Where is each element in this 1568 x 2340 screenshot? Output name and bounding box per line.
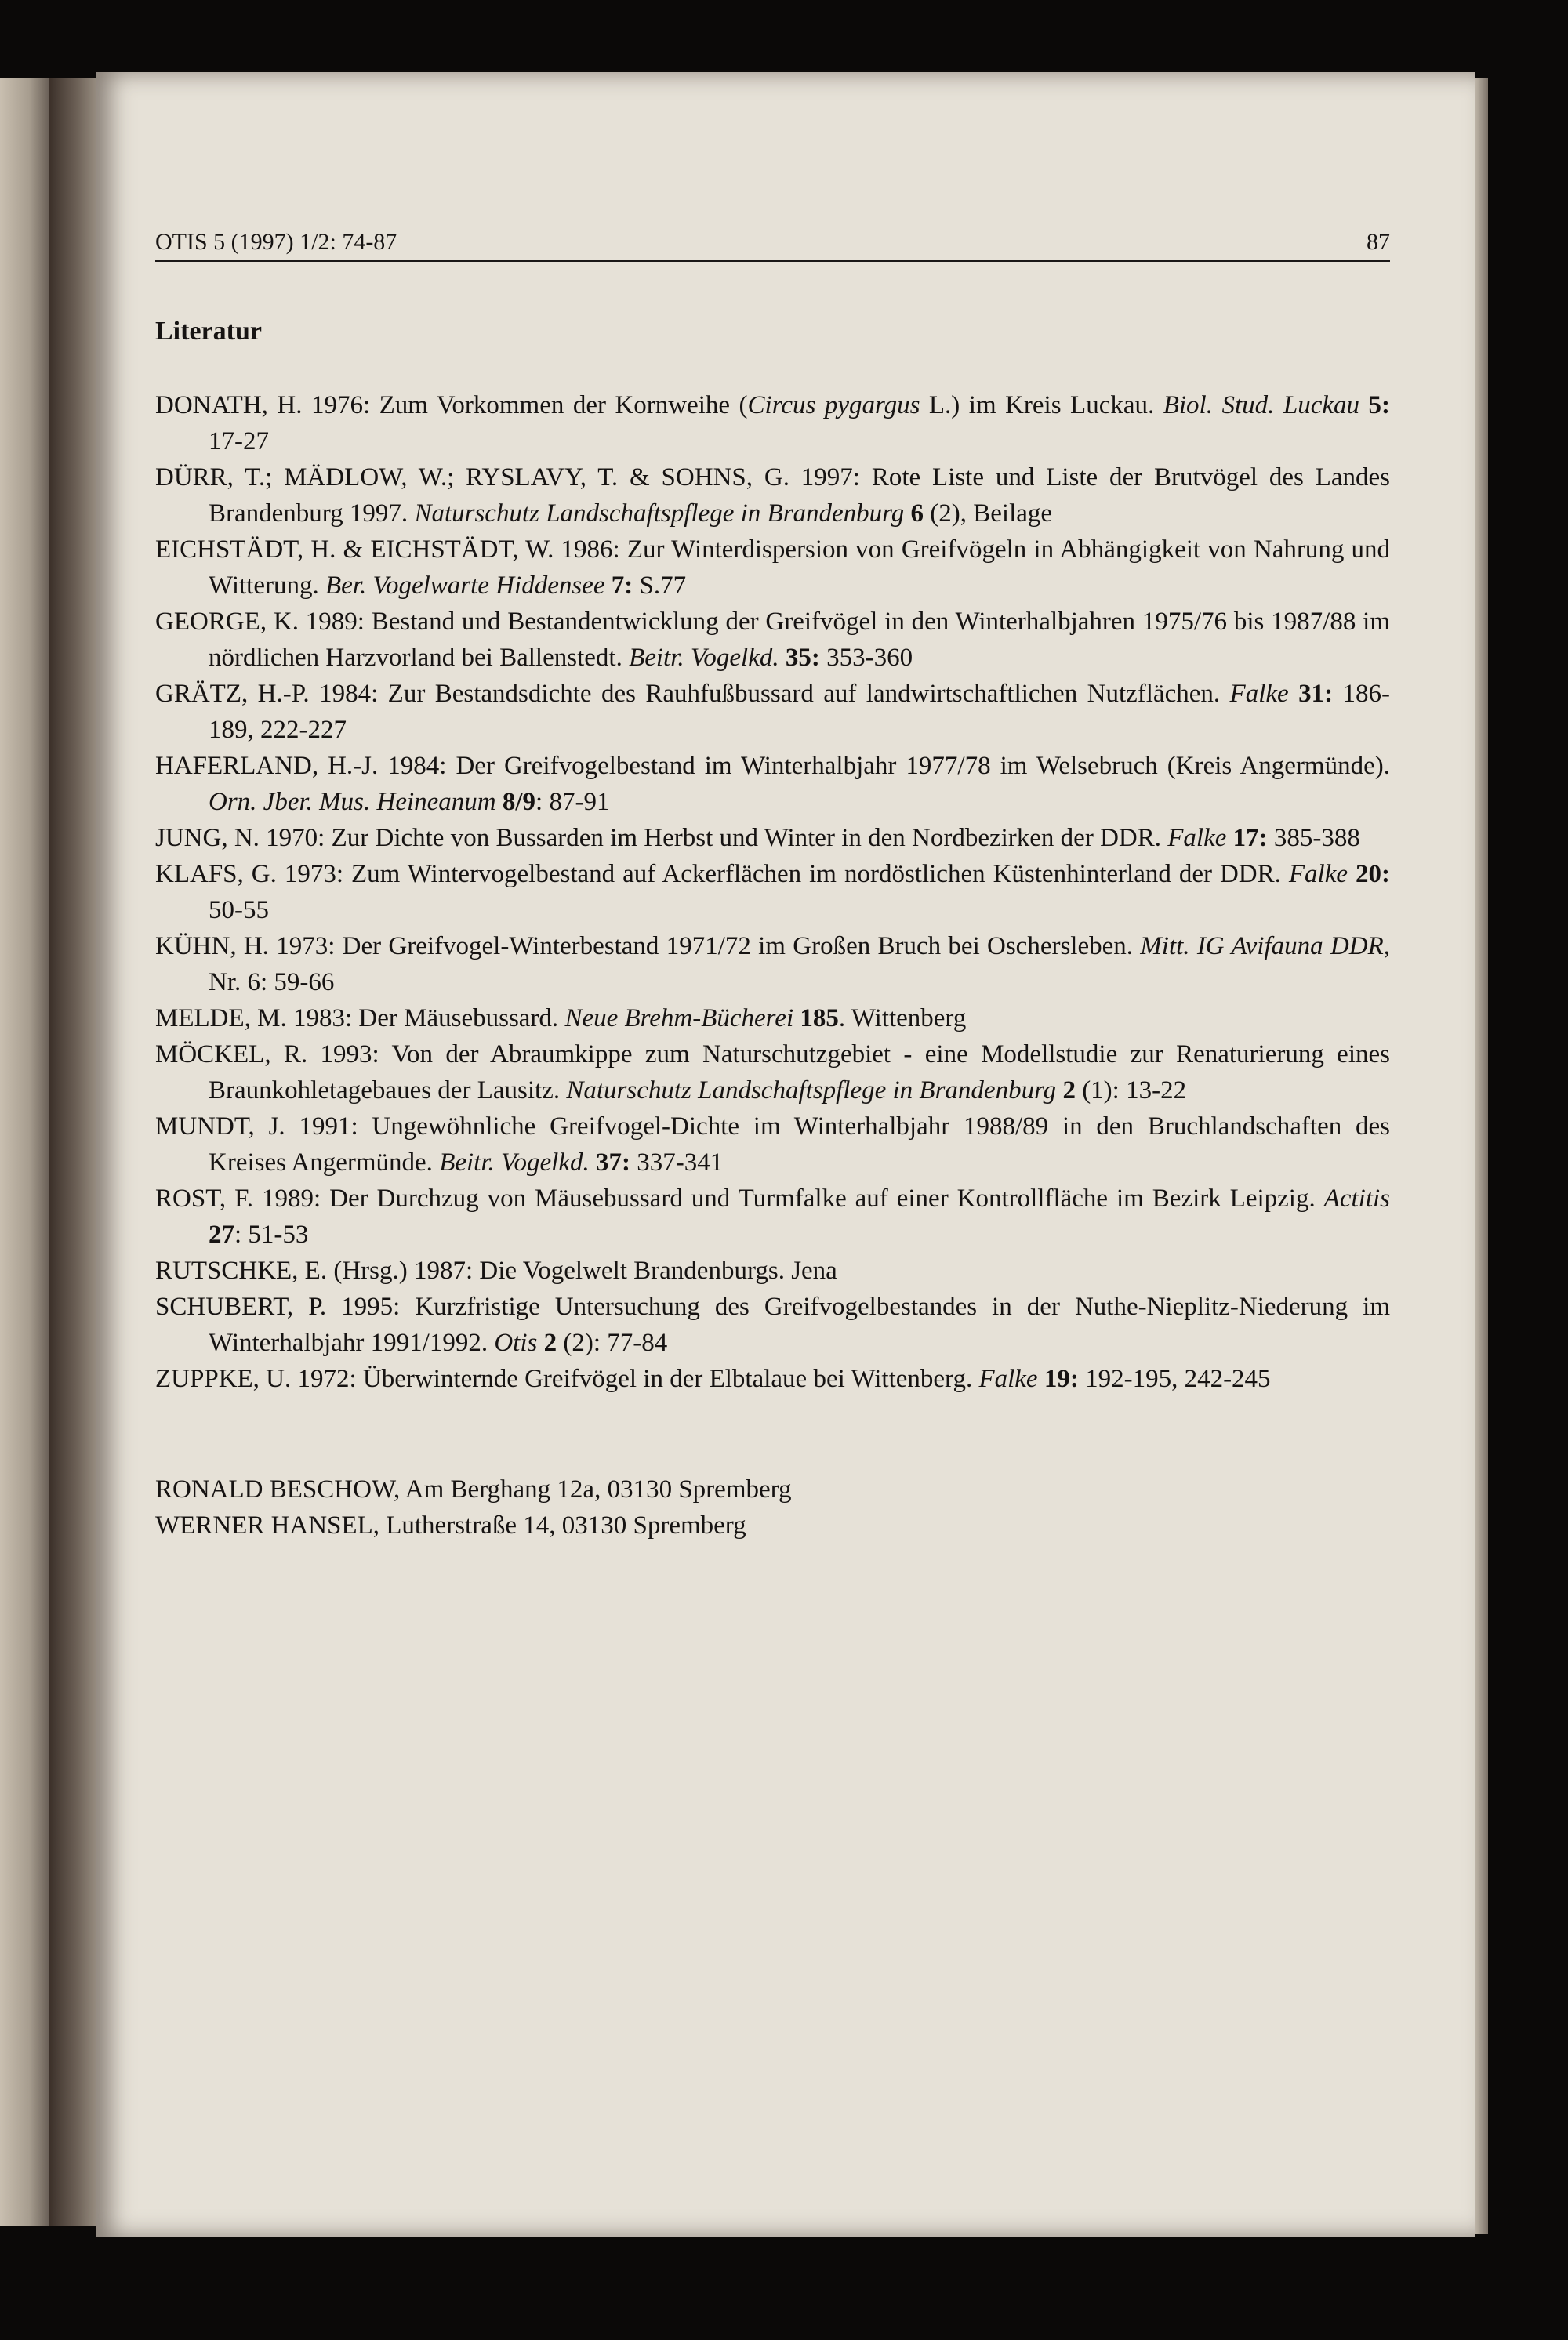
reference-bold: 8/9 <box>502 788 536 816</box>
reference-text <box>904 499 910 528</box>
reference-italic: Circus pygargus <box>747 391 920 419</box>
reference-text: EICHSTÄDT, H. & EICHSTÄDT, W. 1986: Zur Winterdispersion von Greifvögeln in Abhängigkeit von Nahrung und Witterung. <box>155 535 1390 600</box>
reference-text: JUNG, N. 1970: Zur Dichte von Bussarden im Herbst und Winter in den Nordbezirken der DDR. <box>155 824 1168 852</box>
reference-text: ZUPPKE, U. 1972: Überwinternde Greifvögel in der Elbtalaue bei Wittenberg. <box>155 1365 979 1393</box>
reference-text: 50-55 <box>209 896 269 924</box>
page <box>96 72 1475 2237</box>
reference-entry <box>155 856 1390 928</box>
reference-bold: 7: <box>611 571 633 600</box>
reference-italic: Falke <box>978 1365 1038 1393</box>
reference-bold: 35: <box>785 644 820 672</box>
reference-text: . Wittenberg <box>838 1004 967 1032</box>
reference-text: DÜRR, T.; MÄDLOW, W.; RYSLAVY, T. & SOHNS, G. 1997: Rote Liste und Liste der Brutvögel des Landes Brandenburg 1997. <box>155 463 1390 528</box>
reference-italic: Beitr. Vogelkd. <box>629 644 779 672</box>
reference-entry <box>155 1036 1390 1108</box>
reference-entry <box>155 1108 1390 1181</box>
reference-text: ROST, F. 1989: Der Durchzug von Mäusebussard und Turmfalke auf einer Kontrollfläche im Bezirk Leipzig. <box>155 1185 1324 1213</box>
reference-entry <box>155 928 1390 1000</box>
page-content <box>155 229 1390 1544</box>
reference-bold: 185 <box>800 1004 839 1032</box>
right-page-edge <box>1475 78 1488 2234</box>
reference-text: 192-195, 242-245 <box>1078 1365 1271 1393</box>
reference-italic: Falke <box>1167 824 1227 852</box>
reference-entry <box>155 676 1390 748</box>
reference-text: HAFERLAND, H.-J. 1984: Der Greifvogelbestand im Winterhalbjahr 1977/78 im Welsebruch (Kreis Angermünde). <box>155 752 1390 780</box>
reference-entry <box>155 459 1390 531</box>
reference-text: 186-189, 222-227 <box>209 680 1390 744</box>
reference-italic: Actitis <box>1323 1185 1390 1213</box>
reference-italic: Naturschutz Landschaftspflege in Brandenburg <box>566 1076 1057 1105</box>
reference-bold: 2 <box>1062 1076 1076 1105</box>
running-head <box>155 229 1390 262</box>
reference-bold: 2 <box>543 1329 557 1357</box>
author-address: RONALD BESCHOW, Am Berghang 12a, 03130 Spremberg <box>155 1475 792 1504</box>
reference-text: (2): 77-84 <box>557 1329 668 1357</box>
reference-entry <box>155 387 1390 459</box>
author-address: WERNER HANSEL, Lutherstraße 14, 03130 Spremberg <box>155 1511 746 1540</box>
reference-italic: Orn. Jber. Mus. Heineanum <box>209 788 496 816</box>
reference-italic: Neue Brehm-Bücherei <box>564 1004 794 1032</box>
reference-bold: 5: <box>1368 391 1390 419</box>
reference-text: GRÄTZ, H.-P. 1984: Zur Bestandsdichte des Rauhfußbussard auf landwirtschaftlichen Nutzflächen. <box>155 680 1230 708</box>
reference-entry <box>155 820 1390 856</box>
reference-entry <box>155 1181 1390 1253</box>
reference-text: S.77 <box>633 571 687 600</box>
left-page-edge <box>0 78 49 2226</box>
reference-text <box>1348 860 1356 888</box>
reference-italic: Falke <box>1229 680 1289 708</box>
reference-italic: Otis <box>494 1329 538 1357</box>
reference-text <box>537 1329 543 1357</box>
reference-text: , Nr. 6: 59-66 <box>209 932 1390 996</box>
reference-text <box>1038 1365 1044 1393</box>
reference-text: 385-388 <box>1267 824 1360 852</box>
reference-text: GEORGE, K. 1989: Bestand und Bestandentwicklung der Greifvögel in den Winterhalbjahren 1975/76 bis 1987/88 im nördlichen Harzvorland bei Ballenstedt. <box>155 608 1390 672</box>
reference-text: MUNDT, J. 1991: Ungewöhnliche Greifvogel-Dichte im Winterhalbjahr 1988/89 in den Bruchlandschaften des Kreises Angermünde. <box>155 1112 1390 1177</box>
reference-list <box>155 387 1390 1397</box>
section-title: Literatur <box>155 317 262 346</box>
reference-bold: 20: <box>1356 860 1391 888</box>
reference-text: 353-360 <box>819 644 913 672</box>
reference-entry <box>155 1000 1390 1036</box>
reference-text: 337-341 <box>630 1148 724 1177</box>
reference-text: RUTSCHKE, E. (Hrsg.) 1987: Die Vogelwelt Brandenburgs. Jena <box>155 1257 837 1285</box>
reference-text <box>496 788 503 816</box>
reference-bold: 17: <box>1232 824 1268 852</box>
reference-bold: 27 <box>209 1221 234 1249</box>
reference-italic: Beitr. Vogelkd. <box>439 1148 590 1177</box>
reference-italic: Ber. Vogelwarte Hiddensee <box>325 571 605 600</box>
reference-bold: 31: <box>1298 680 1334 708</box>
reference-italic: Naturschutz Landschaftspflege in Brandenburg <box>414 499 905 528</box>
reference-text <box>1289 680 1298 708</box>
reference-text: (1): 13-22 <box>1075 1076 1187 1105</box>
reference-entry <box>155 1253 1390 1289</box>
reference-text <box>779 644 786 672</box>
reference-text: DONATH, H. 1976: Zum Vorkommen der Kornweihe ( <box>155 391 748 419</box>
reference-text: KLAFS, G. 1973: Zum Wintervogelbestand auf Ackerflächen im nordöstlichen Küstenhinterland der DDR. <box>155 860 1289 888</box>
reference-entry <box>155 604 1390 676</box>
reference-text: : 51-53 <box>234 1221 309 1249</box>
reference-text <box>604 571 611 600</box>
reference-italic: Biol. Stud. Luckau <box>1163 391 1360 419</box>
reference-text: KÜHN, H. 1973: Der Greifvogel-Winterbestand 1971/72 im Großen Bruch bei Oschersleben. <box>155 932 1141 960</box>
reference-text: L.) im Kreis Luckau. <box>920 391 1163 419</box>
reference-bold: 19: <box>1044 1365 1079 1393</box>
reference-bold: 6 <box>910 499 924 528</box>
reference-entry <box>155 1289 1390 1361</box>
reference-text: MELDE, M. 1983: Der Mäusebussard. <box>155 1004 565 1032</box>
reference-text: : 87-91 <box>535 788 610 816</box>
reference-text <box>590 1148 596 1177</box>
reference-text: (2), Beilage <box>924 499 1053 528</box>
reference-entry <box>155 748 1390 820</box>
reference-text <box>1226 824 1232 852</box>
book-gutter <box>49 78 99 2226</box>
reference-text <box>1359 391 1368 419</box>
reference-entry <box>155 531 1390 604</box>
reference-bold: 37: <box>595 1148 630 1177</box>
reference-italic: Mitt. IG Avifauna DDR <box>1140 932 1384 960</box>
reference-text: SCHUBERT, P. 1995: Kurzfristige Untersuchung des Greifvogelbestandes in der Nuthe-Nieplitz-Niederung im Winterhalbjahr 1991/1992. <box>155 1293 1390 1357</box>
reference-italic: Falke <box>1288 860 1348 888</box>
reference-entry <box>155 1361 1390 1397</box>
author-addresses <box>155 1471 1390 1544</box>
journal-citation: OTIS 5 (1997) 1/2: 74-87 <box>155 229 397 255</box>
reference-text: 17-27 <box>209 427 269 455</box>
reference-text: MÖCKEL, R. 1993: Von der Abraumkippe zum Naturschutzgebiet - eine Modellstudie zur Renaturierung eines Braunkohletagebaues der Lausitz. <box>155 1040 1390 1105</box>
page-number: 87 <box>1367 229 1390 255</box>
